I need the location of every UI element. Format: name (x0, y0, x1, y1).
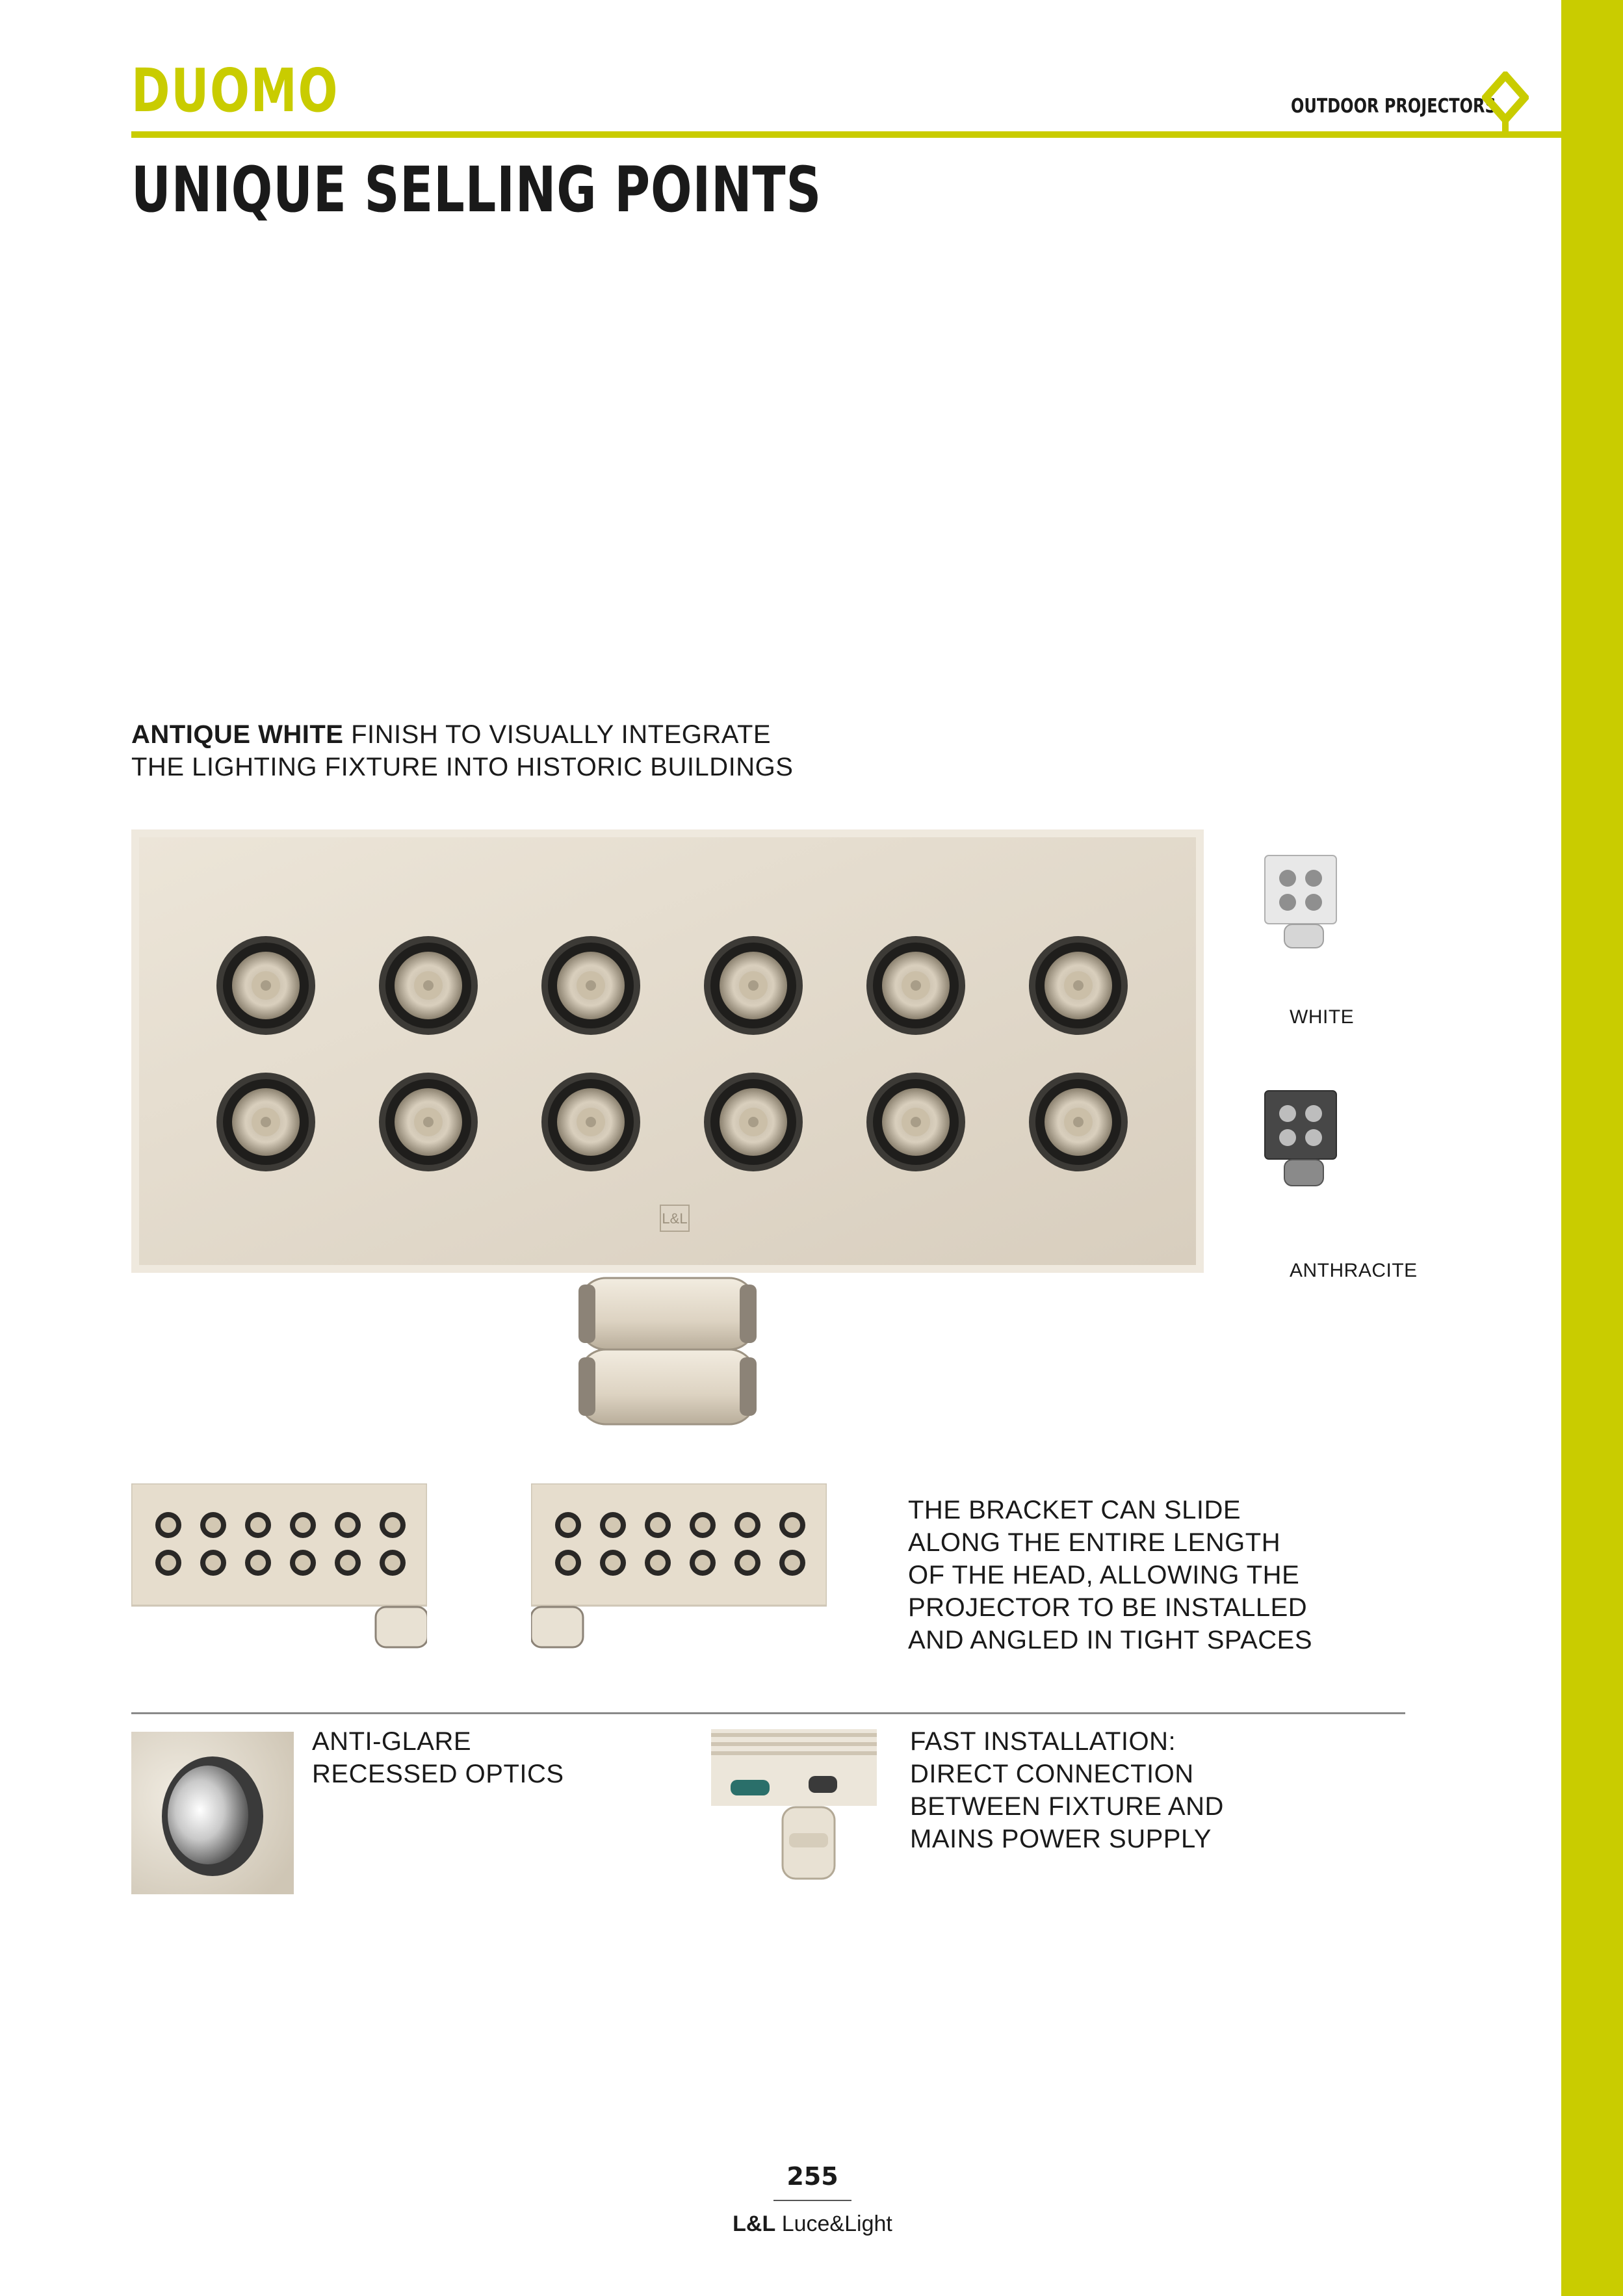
led-module (704, 936, 803, 1035)
brand-footer (682, 2211, 942, 2237)
page-number: 255 (786, 2162, 838, 2191)
page-number-rule (773, 2200, 851, 2201)
installation-line: DIRECT CONNECTION (910, 1760, 1194, 1788)
white-variant-image (1258, 849, 1343, 953)
bracket-left-position-image (531, 1483, 827, 1651)
logo-mark: L&L (662, 1210, 688, 1227)
led-module (216, 936, 315, 1035)
installation-line: FAST INSTALLATION: (910, 1727, 1176, 1756)
bracket-line: PROJECTOR TO BE INSTALLED (908, 1593, 1308, 1622)
finish-line1: FINISH TO VISUALLY INTEGRATE (343, 720, 772, 749)
led-module (866, 1073, 965, 1171)
bracket-line: ALONG THE ENTIRE LENGTH (908, 1528, 1281, 1557)
white-variant-label: WHITE (1290, 1006, 1355, 1028)
led-module (1029, 1073, 1128, 1171)
bracket-line: THE BRACKET CAN SLIDE (908, 1496, 1241, 1524)
section-divider (131, 1712, 1405, 1714)
finish-statement (131, 718, 793, 783)
installation-line: BETWEEN FIXTURE AND (910, 1792, 1224, 1821)
anthracite-variant-image (1258, 1084, 1343, 1195)
header-rule (131, 131, 1561, 138)
installation-feature (910, 1725, 1224, 1855)
led-module (866, 936, 965, 1035)
led-module (704, 1073, 803, 1171)
product-name: DUOMO (131, 56, 339, 125)
main-product-image (131, 829, 1204, 1437)
led-module (379, 1073, 478, 1171)
page-title: UNIQUE SELLING POINTS (131, 153, 822, 226)
section-label: OUTDOOR PROJECTORS (1291, 95, 1496, 118)
brand-rest: Luce&Light (775, 2211, 892, 2236)
bracket-line: OF THE HEAD, ALLOWING THE (908, 1561, 1300, 1589)
optics-line: ANTI-GLARE (312, 1727, 472, 1756)
brand-bold: L&L (733, 2211, 776, 2236)
bracket-description (908, 1494, 1312, 1656)
finish-bold: ANTIQUE WHITE (131, 720, 344, 749)
led-module (379, 936, 478, 1035)
bracket-line: AND ANGLED IN TIGHT SPACES (908, 1626, 1313, 1654)
installation-line: MAINS POWER SUPPLY (910, 1825, 1212, 1853)
led-module (1029, 936, 1128, 1035)
bracket-right-position-image (131, 1483, 427, 1651)
optics-feature (312, 1725, 564, 1790)
recessed-optics-image (131, 1732, 294, 1894)
diamond-marker-icon (1482, 72, 1529, 137)
led-module (541, 936, 640, 1035)
finish-line2: THE LIGHTING FIXTURE INTO HISTORIC BUILDINGS (131, 753, 794, 781)
optics-line: RECESSED OPTICS (312, 1760, 564, 1788)
accent-sidebar (1561, 0, 1623, 2296)
connection-image (711, 1729, 877, 1882)
led-module (216, 1073, 315, 1171)
led-module (541, 1073, 640, 1171)
anthracite-variant-label: ANTHRACITE (1290, 1260, 1418, 1281)
